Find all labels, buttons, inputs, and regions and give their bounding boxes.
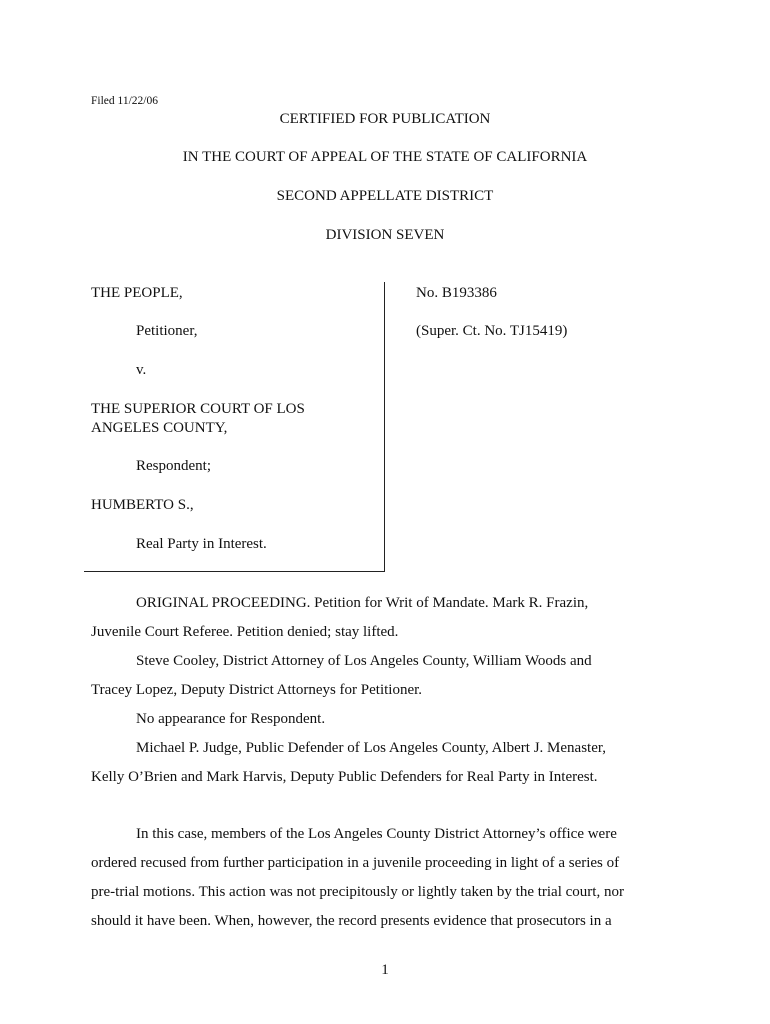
caption-versus: v. [136,362,147,378]
proceeding-line-1: ORIGINAL PROCEEDING. Petition for Writ of Mandate. Mark R. Frazin, [136,595,589,611]
respondent-counsel: No appearance for Respondent. [136,711,326,727]
caption-respondent-name-2: ANGELES COUNTY, [91,420,228,436]
page-number: 1 [381,962,389,978]
proceeding-line-2: Juvenile Court Referee. Petition denied; stay lifted. [91,624,399,640]
opinion-line-1: In this case, members of the Los Angeles County District Attorney’s office were [136,826,617,842]
case-number: No. B193386 [416,285,497,301]
district-heading: SECOND APPELLATE DISTRICT [276,188,494,204]
opinion-line-3: pre-trial motions. This action was not precipitously or lightly taken by the trial court, nor [91,884,624,900]
caption-rpi-role: Real Party in Interest. [136,536,267,552]
caption-rpi-name: HUMBERTO S., [91,497,194,513]
rpi-counsel-line-1: Michael P. Judge, Public Defender of Los Angeles County, Albert J. Menaster, [136,740,607,756]
opinion-paragraph [91,820,691,936]
opinion-line-4: should it have been. When, however, the record presents evidence that prosecutors in a [91,913,612,929]
caption-respondent-role: Respondent; [136,458,211,474]
filed-date: Filed 11/22/06 [91,95,158,107]
proceeding-paragraph [91,589,691,792]
petitioner-counsel-line-2: Tracey Lopez, Deputy District Attorneys for Petitioner. [91,682,423,698]
court-heading: IN THE COURT OF APPEAL OF THE STATE OF CALIFORNIA [182,149,588,165]
caption-respondent-name-1: THE SUPERIOR COURT OF LOS [91,401,305,417]
rpi-counsel-line-2: Kelly O’Brien and Mark Harvis, Deputy Public Defenders for Real Party in Interest. [91,769,598,785]
petitioner-counsel-line-1: Steve Cooley, District Attorney of Los Angeles County, William Woods and [136,653,592,669]
superior-court-number: (Super. Ct. No. TJ15419) [416,323,568,339]
division-heading: DIVISION SEVEN [325,227,445,243]
caption-petitioner-role: Petitioner, [136,323,198,339]
caption-petitioner-name: THE PEOPLE, [91,285,183,301]
opinion-line-2: ordered recused from further participation in a juvenile proceeding in light of a series of [91,855,620,871]
certified-heading: CERTIFIED FOR PUBLICATION [279,111,491,127]
